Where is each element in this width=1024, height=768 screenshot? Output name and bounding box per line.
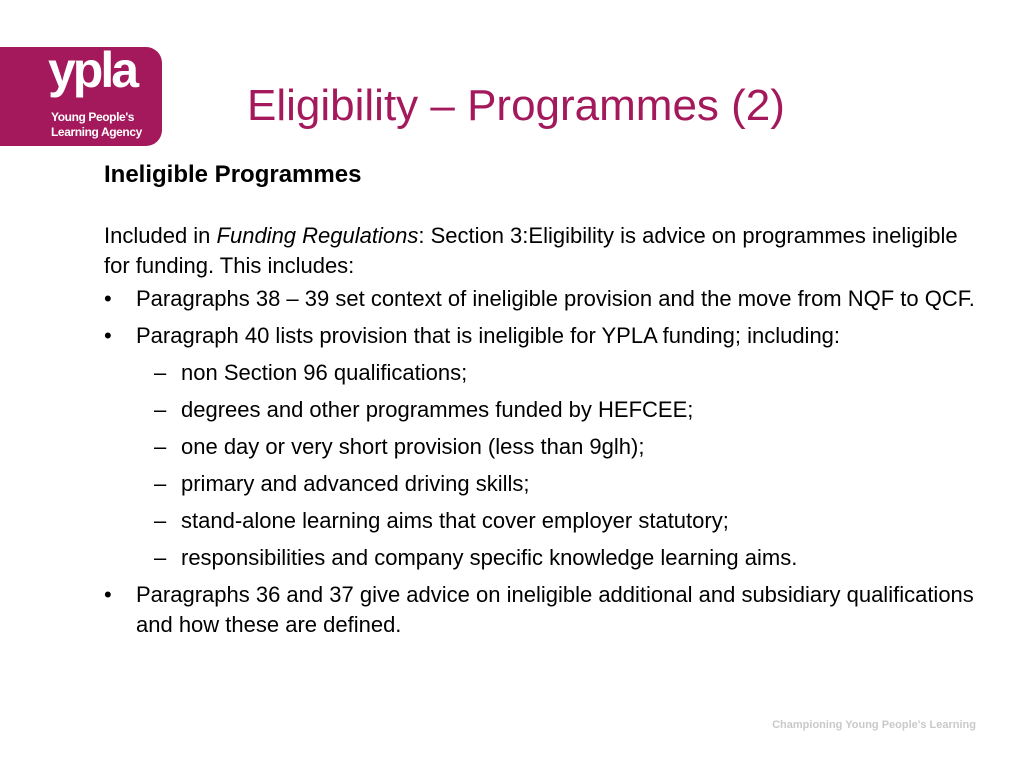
bullet-item	[104, 580, 984, 640]
intro-suffix: : Section 3:Eligibility is advice on programmes ineligible for funding. This includes:	[104, 223, 958, 278]
bullet-text: Paragraphs 36 and 37 give advice on ineligible additional and subsidiary qualifications and how these are defined.	[136, 582, 974, 637]
sub-item: – one day or very short provision (less than 9glh);	[136, 432, 984, 462]
sub-item: – degrees and other programmes funded by HEFCEE;	[136, 395, 984, 425]
logo-tagline	[51, 110, 142, 140]
bullet-text: Paragraph 40 lists provision that is ineligible for YPLA funding; including:	[136, 323, 841, 348]
intro-prefix: Included in	[104, 223, 217, 248]
bullet-text: Paragraphs 38 – 39 set context of ineligible provision and the move from NQF to QCF.	[136, 286, 975, 311]
footer-tagline: Championing Young People's Learning	[772, 719, 976, 731]
bullet-item	[104, 321, 984, 573]
ypla-logo	[0, 42, 162, 146]
intro-paragraph	[104, 221, 984, 281]
section-heading: Ineligible Programmes	[104, 161, 362, 188]
logo-tagline-line-1: Young People's	[51, 110, 135, 124]
sub-item: – primary and advanced driving skills;	[136, 469, 984, 499]
bullet-list	[104, 284, 984, 647]
sub-list	[136, 358, 984, 573]
sub-item: – stand-alone learning aims that cover employer statutory;	[136, 506, 984, 536]
slide-title: Eligibility – Programmes (2)	[247, 81, 785, 130]
bullet-item	[104, 284, 984, 314]
sub-item: – non Section 96 qualifications;	[136, 358, 984, 388]
intro-italic-title: Funding Regulations	[216, 223, 419, 248]
logo-wordmark: ypla	[48, 42, 137, 98]
logo-tagline-line-2: Learning Agency	[51, 125, 142, 139]
sub-item: – responsibilities and company specific knowledge learning aims.	[136, 543, 984, 573]
